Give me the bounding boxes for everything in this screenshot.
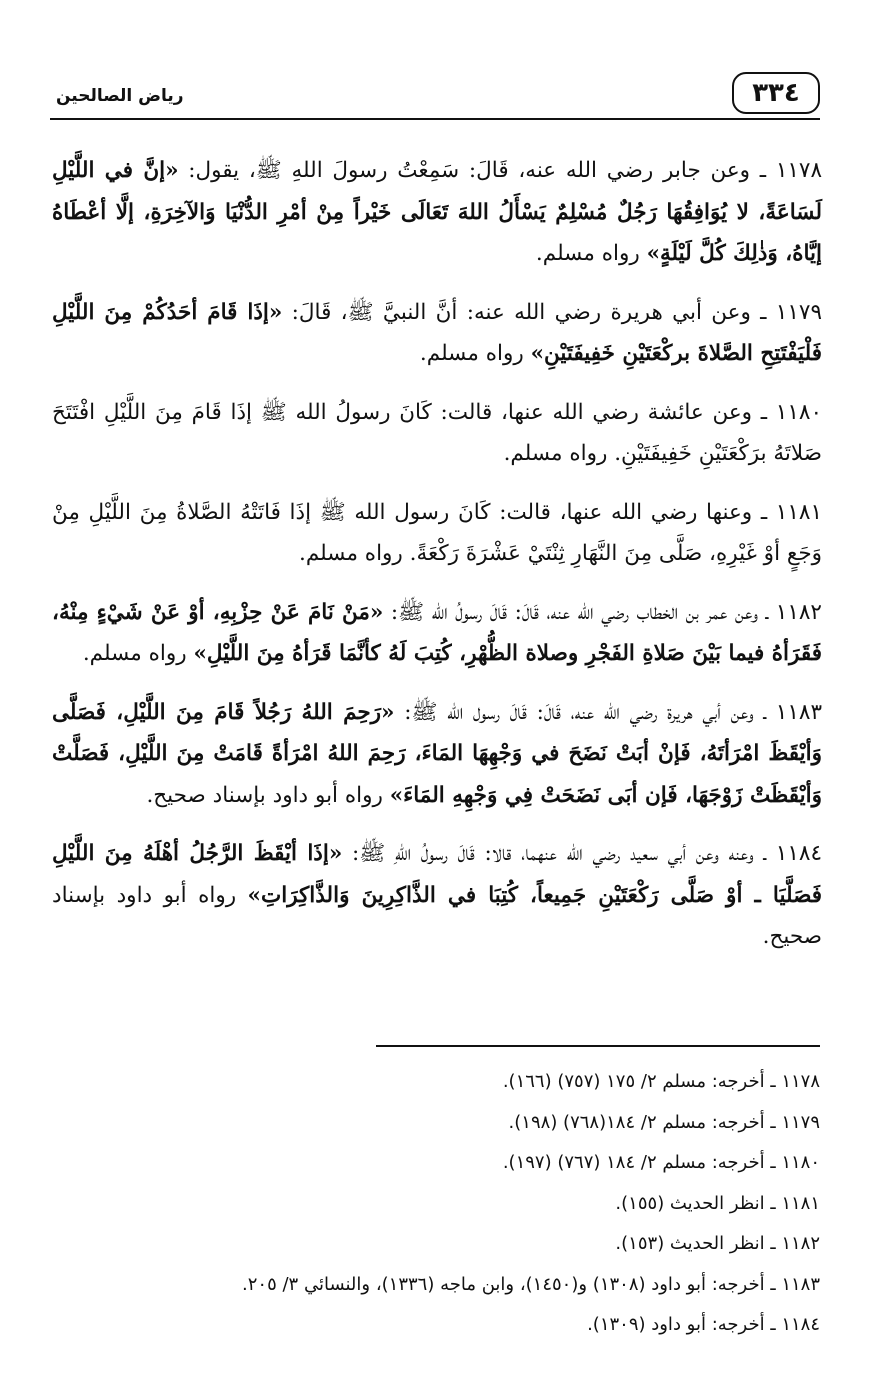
- footnote-item: ١١٨٣ ـ أخرجه: أبو داود (١٣٠٨) و(١٤٥٠)، وابن ماجه (١٣٣٦)، والنسائي ٣/ ٢٠٥.: [242, 1273, 820, 1295]
- page-number-badge: [732, 72, 820, 114]
- hadith-intro: ـ وعنها رضي الله عنها، قالت: كَانَ رسول الله ﷺ إذَا فَاتَتْهُ الصَّلاةُ مِنَ اللَّيْلِ مِنْ وَجَعٍ أوْ غَيْرِهِ، صَلَّى مِنَ النَّهَارِ ثِنْتَيْ عَشْرَةَ رَكْعَةً. رواه مسلم.: [52, 499, 822, 566]
- hadith-number: ١١٧٩: [775, 299, 822, 325]
- hadith-quote: «إنَّ في اللَّيْلِ لَسَاعَةً، لا يُوَافِقُهَا رَجُلٌ مُسْلِمٌ يَسْأَلُ اللهَ تَعَالَى خَيْراً مِنْ أمْرِ الدُّنْيَا وَالآخِرَةِ، إلَّا أعْطَاهُ إيَّاهُ، وَذٰلِكَ كُلَّ لَيْلَةٍ»: [52, 158, 822, 266]
- hadith-number: ١١٧٨: [775, 158, 823, 183]
- hadith-quote: «مَنْ نَامَ عَنْ حِزْبِهِ، أوْ عَنْ شَيْءٍ مِنْهُ، فَقَرَأهُ فيما بَيْنَ صَلاةِ الفَجْرِ وصلاة الظُّهْرِ، كُتِبَ لَهُ كأنَّمَا قَرَأهُ مِنَ اللَّيْلِ»: [52, 599, 822, 666]
- hadith-intro: ـ وعن أبي هريرة رضي الله عنه، قَالَ: قَالَ رسول الله ﷺ:: [394, 699, 776, 725]
- book-title: رياض الصالحين: [56, 86, 184, 106]
- hadith-quote: «رَحِمَ اللهُ رَجُلاً قَامَ مِنَ اللَّيْلِ، فَصَلَّى وَأيْقَظَ امْرَأتَهُ، فَإنْ أبَتْ نَضَحَ في وَجْهِهَا المَاءَ، رَحِمَ اللهُ امْرَأةً قَامَتْ مِنَ اللَّيْلِ، فَصَلَّتْ وَأيْقَظَتْ زَوْجَهَا، فَإن أبَى نَضَحَتْ فِي وَجْهِهِ المَاءَ»: [52, 699, 822, 808]
- hadith-paragraph: [52, 392, 822, 475]
- header-divider: [50, 118, 820, 120]
- hadith-source: رواه أبو داود بإسناد صحيح.: [146, 782, 390, 808]
- hadith-source: رواه أبو داود بإسناد صحيح.: [52, 882, 822, 949]
- page-header: [50, 72, 820, 124]
- footnote-item: ١١٧٩ ـ أخرجه: مسلم ٢/ ١٨٤(٧٦٨) (١٩٨).: [508, 1111, 820, 1133]
- hadith-number: ١١٨٤: [775, 841, 822, 866]
- hadith-paragraph: [52, 492, 822, 575]
- hadith-number: ١١٨١: [775, 499, 822, 525]
- hadith-quote: «إذَا قَامَ أحَدُكُمْ مِنَ اللَّيْلِ فَلْيَفْتَتِحِ الصَّلاةَ بركْعَتَيْنِ خَفِيفَتَيْنِ»: [52, 299, 822, 366]
- hadith-number: ١١٨٠: [775, 399, 822, 425]
- hadith-source: رواه مسلم.: [535, 241, 647, 266]
- footnote-item: ١١٧٨ ـ أخرجه: مسلم ٢/ ١٧٥ (٧٥٧) (١٦٦).: [502, 1071, 820, 1092]
- hadith-source: رواه مسلم.: [82, 641, 194, 666]
- hadith-paragraph: [52, 150, 822, 275]
- hadith-paragraph: [52, 292, 822, 375]
- hadith-list: [52, 150, 822, 975]
- hadith-intro: ـ وعنه وعن أبي سعيد رضي الله عنهما، قالا: قَالَ رسولُ اللهِ ﷺ:: [342, 841, 776, 866]
- hadith-intro: ـ وعن جابر رضي الله عنه، قَالَ: سَمِعْتُ رسولَ اللهِ ﷺ، يقول:: [178, 158, 776, 183]
- hadith-intro: ـ وعن عمر بن الخطاب رضي الله عنه، قَالَ: قَالَ رسولُ الله ﷺ:: [383, 599, 776, 625]
- hadith-intro: ـ وعن عائشة رضي الله عنها، قالت: كَانَ رسولُ الله ﷺ إذَا قَامَ مِنَ اللَّيْلِ افْتَتَحَ صَلاتَهُ برَكْعَتَيْنِ خَفِيفَتَيْنِ. رواه مسلم.: [52, 399, 822, 466]
- hadith-number: ١١٨٢: [775, 599, 822, 625]
- footnote-item: ١١٨٤ ـ أخرجه: أبو داود (١٣٠٩).: [587, 1314, 820, 1335]
- footnote-divider: [376, 1045, 820, 1047]
- hadith-paragraph: [52, 692, 822, 817]
- hadith-source: رواه مسلم.: [419, 341, 531, 366]
- hadith-number: ١١٨٣: [775, 699, 822, 725]
- footnote-item: ١١٨١ ـ انظر الحديث (١٥٥).: [615, 1192, 820, 1214]
- hadith-paragraph: [52, 592, 822, 675]
- hadith-intro: ـ وعن أبي هريرة رضي الله عنه: أنَّ النبيَّ ﷺ، قَالَ:: [282, 299, 776, 325]
- footnotes: [60, 1062, 820, 1346]
- hadith-quote: «إذَا أيْقَظَ الرَّجُلُ أهْلَهُ مِنَ اللَّيْلِ فَصَلَّيَا ـ أوْ صَلَّى رَكْعَتَيْنِ جَمِيعاً، كُتِبَا في الذَّاكِرِينَ وَالذَّاكِرَاتِ»: [52, 841, 822, 908]
- footnote-item: ١١٨٢ ـ انظر الحديث (١٥٣).: [615, 1233, 820, 1254]
- page-number: ٣٣٤: [752, 78, 800, 108]
- footnote-item: ١١٨٠ ـ أخرجه: مسلم ٢/ ١٨٤ (٧٦٧) (١٩٧).: [502, 1152, 820, 1173]
- hadith-paragraph: [52, 833, 822, 958]
